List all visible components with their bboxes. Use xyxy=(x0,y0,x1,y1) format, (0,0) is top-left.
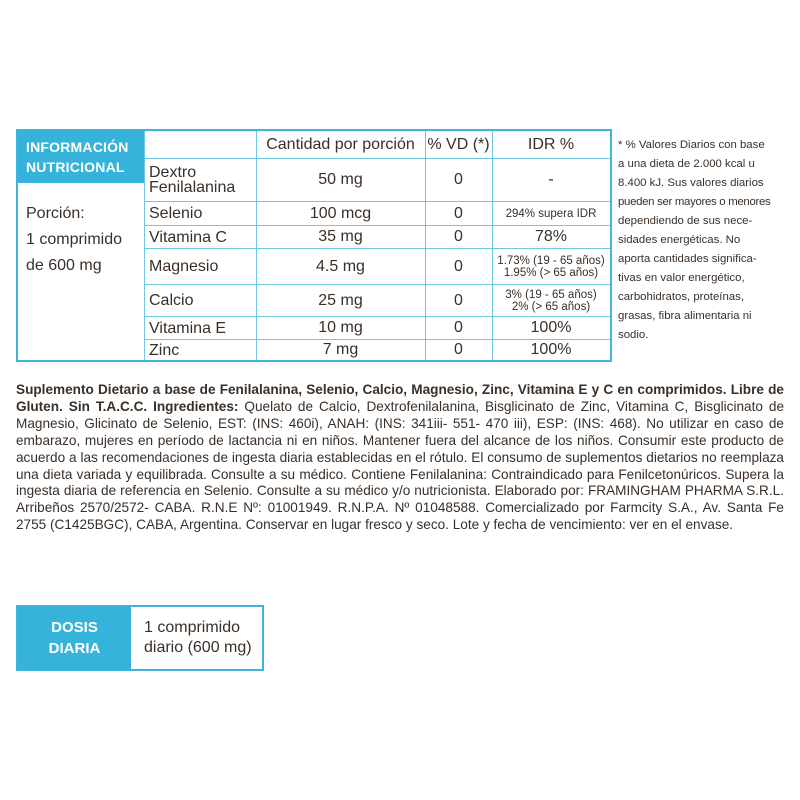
row-name: Selenio xyxy=(149,205,203,222)
row-idr-line1: 3% (19 - 65 años) xyxy=(505,288,597,301)
ingredients-body: Quelato de Calcio, Dextrofenilalanina, Bisglicinato de Zinc, Vitamina C, Bisglicinato de Magnesio, Glicinato de Selenio, EST: (INS: 460i), ANAH: (INS: 341iii- 551- 470 iii), ESP: (INS: 468). No utilizar en caso de embarazo, mujeres en período de lactancia ni en niños. Mantener fuera del alcance de los niños. Consumir este producto de acuerdo a las recomendaciones de ingesta diaria establecidas en el rótulo. El consumo de suplementos dietarios no reemplaza una dieta variada y equilibrada. Consulte a su médico. Contiene Fenilalanina: Contraindicado para Fenilcetonúricos. Supera la ingesta diaria de referencia en Selenio. Consulte a su médico y/o nutricionista. Elaborado por: FRAMINGHAM PHARMA S.R.L. Arribeños 2570/2572- CABA. R.N.E Nº: 01001949. R.N.P.A. Nº 01048588. Comercializado por Farmcity S.A., Av. Santa Fe 2755 (C1425BGC), CABA, Argentina. Conservar en lugar fresco y seco. Lote y fecha de vencimiento: ver en el envase. xyxy=(16,398,784,533)
row-vd: 0 xyxy=(454,171,463,188)
row-qty: 7 mg xyxy=(322,341,359,358)
row-idr: - xyxy=(548,171,554,188)
row-idr: 294% supera IDR xyxy=(505,207,597,220)
header-vd: % VD (*) xyxy=(427,135,490,153)
row-idr: 100% xyxy=(530,341,572,358)
footnote-line: tivas en valor energético, xyxy=(618,272,745,284)
footnote-line: carbohidratos, proteínas, xyxy=(618,291,745,303)
row-vd: 0 xyxy=(454,291,463,309)
table-row-name xyxy=(144,159,261,201)
daily-dose-label-line1: DOSIS xyxy=(51,619,98,636)
row-name: Magnesio xyxy=(149,258,219,275)
row-qty: 4.5 mg xyxy=(316,257,365,275)
daily-dose-label xyxy=(18,607,131,669)
daily-dose-value xyxy=(144,618,252,658)
footnote-line: 8.400 kJ. Sus valores diarios xyxy=(618,177,764,189)
portion-info xyxy=(26,201,122,279)
row-name: Zinc xyxy=(149,341,180,359)
header-idr: IDR % xyxy=(527,135,575,153)
row-idr xyxy=(492,249,610,284)
row-vd: 0 xyxy=(454,204,463,222)
daily-dose-value-line1: 1 comprimido xyxy=(144,619,241,636)
row-vd: 0 xyxy=(454,228,463,245)
row-vd: 0 xyxy=(454,257,463,275)
footnote-line: aporta cantidades significa- xyxy=(618,253,757,265)
footnote-line: sodio. xyxy=(618,329,649,341)
portion-line1: Porción: xyxy=(26,205,85,222)
row-idr: 78% xyxy=(534,228,568,245)
portion-line2: 1 comprimido xyxy=(26,231,123,248)
row-idr-line2: 1.95% (> 65 años) xyxy=(503,266,599,279)
nutrition-table xyxy=(16,129,612,362)
row-name-line1: Dextro xyxy=(149,164,197,181)
daily-dose-label-line2: DIARIA xyxy=(48,640,101,657)
row-qty: 35 mg xyxy=(318,228,363,245)
nutrition-title-line2: NUTRICIONAL xyxy=(26,159,125,175)
ingredients-text xyxy=(16,382,784,534)
row-name-line2: Fenilalanina xyxy=(149,179,236,196)
row-idr: 100% xyxy=(530,319,572,336)
row-qty: 25 mg xyxy=(318,291,363,309)
footnote-line: a una dieta de 2.000 kcal u xyxy=(618,158,755,170)
daily-dose-value-line2: diario (600 mg) xyxy=(144,639,252,656)
footnote-line: dependiendo de sus nece- xyxy=(618,215,753,227)
row-qty: 50 mg xyxy=(318,171,363,188)
row-name: Vitamina E xyxy=(149,319,227,337)
daily-dose-box xyxy=(16,605,264,671)
footnote-line: pueden ser mayores o menores xyxy=(618,196,771,208)
ingredients-heading: Suplemento Dietario a base de Fenilalanina, Selenio, Calcio, Magnesio, Zinc, Vitamina E y C en comprimidos. Libre de Gluten. Sin T.A.C.C. Ingredientes: xyxy=(16,382,784,414)
header-qty: Cantidad por porción xyxy=(266,135,415,153)
row-idr-line2: 2% (> 65 años) xyxy=(511,300,591,313)
row-vd: 0 xyxy=(454,319,463,336)
footnote-line: grasas, fibra alimentaria ni xyxy=(618,310,752,322)
daily-values-footnote xyxy=(618,136,786,345)
row-name: Vitamina C xyxy=(149,228,227,246)
row-idr xyxy=(492,285,610,316)
row-qty: 100 mcg xyxy=(309,204,372,222)
footnote-line: * % Valores Diarios con base xyxy=(618,139,765,151)
footnote-line: sidades energéticas. No xyxy=(618,234,741,246)
row-qty: 10 mg xyxy=(318,319,363,336)
nutrition-title-line1: INFORMACIÓN xyxy=(26,139,129,155)
row-idr-line1: 1.73% (19 - 65 años) xyxy=(497,254,605,267)
row-vd: 0 xyxy=(454,341,463,358)
nutrition-title xyxy=(18,131,144,183)
row-name: Calcio xyxy=(149,292,194,309)
portion-line3: de 600 mg xyxy=(26,257,102,274)
